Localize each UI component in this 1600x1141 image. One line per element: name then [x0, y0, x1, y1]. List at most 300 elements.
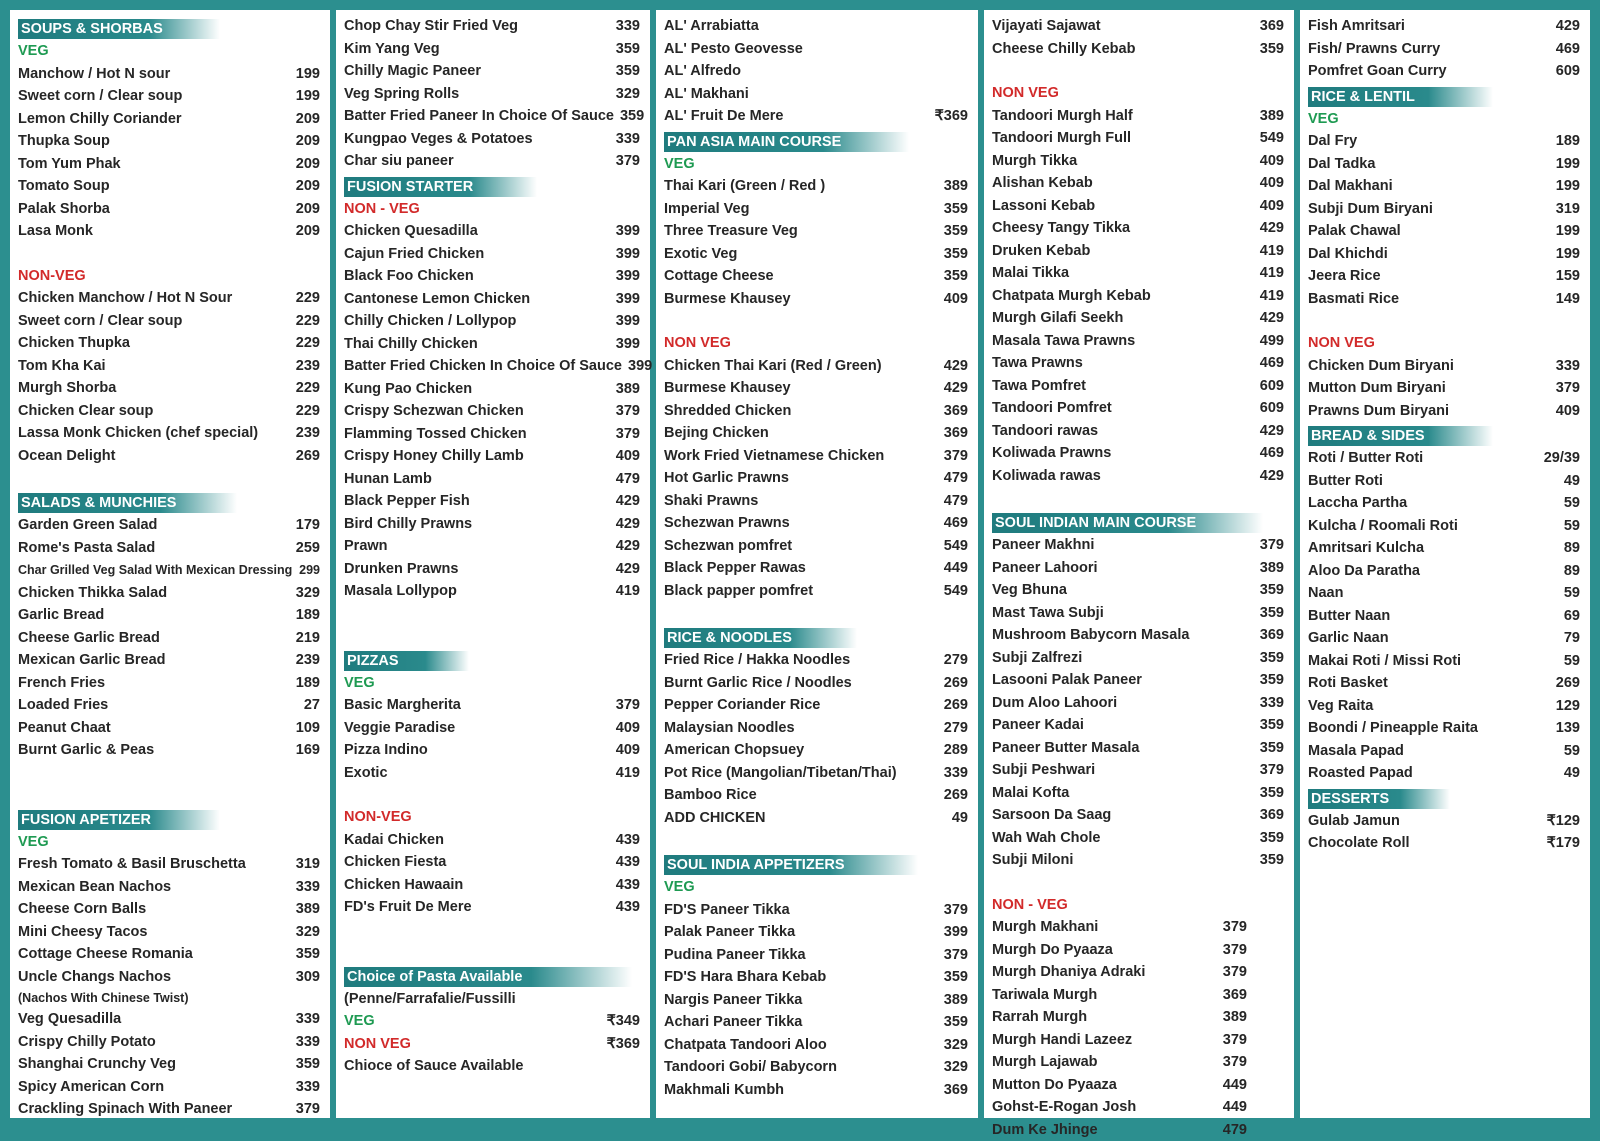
menu-item — [1308, 243, 1580, 266]
menu-item — [992, 579, 1284, 602]
menu-item — [992, 647, 1284, 670]
item-name: Chioce of Sauce Available — [344, 1055, 523, 1078]
item-name: Tandoori Murgh Full — [992, 127, 1131, 150]
item-price: 89 — [1558, 560, 1580, 583]
menu-item — [344, 1033, 640, 1056]
item-name: Lemon Chilly Coriander — [18, 108, 182, 131]
item-name: Tandoori Murgh Half — [992, 105, 1133, 128]
spacer — [18, 762, 320, 784]
item-price: 359 — [610, 38, 640, 61]
item-name: Mexican Garlic Bread — [18, 649, 166, 672]
menu-item — [344, 535, 640, 558]
item-name: Naan — [1308, 582, 1343, 605]
item-name: Palak Shorba — [18, 198, 110, 221]
item-name: Char Grilled Veg Salad With Mexican Dressing — [18, 559, 292, 582]
section-header: RICE & LENTIL — [1308, 87, 1493, 107]
spacer — [18, 784, 320, 806]
menu-item — [344, 988, 640, 1011]
menu-item — [344, 288, 640, 311]
item-name: Palak Paneer Tikka — [664, 921, 795, 944]
item-price: 409 — [610, 445, 640, 468]
item-price: 339 — [290, 1076, 320, 1099]
menu-item — [992, 602, 1284, 625]
item-price: 299 — [293, 559, 320, 582]
item-name: Pot Rice (Mangolian/Tibetan/Thai) — [664, 762, 897, 785]
menu-item — [992, 38, 1284, 61]
item-price: 549 — [938, 535, 968, 558]
item-price: 59 — [1558, 515, 1580, 538]
item-price: 229 — [290, 310, 320, 333]
menu-item — [992, 1096, 1247, 1119]
menu-item — [992, 827, 1284, 850]
menu-item — [664, 966, 968, 989]
item-price: 359 — [1254, 714, 1284, 737]
item-price: 379 — [1217, 1029, 1247, 1052]
menu-board — [10, 10, 1590, 1118]
section-header: BREAD & SIDES — [1308, 426, 1493, 446]
item-price: 379 — [1217, 916, 1247, 939]
item-name: Subji Dum Biryani — [1308, 198, 1433, 221]
item-price: 409 — [1254, 150, 1284, 173]
item-name: Kungpao Veges & Potatoes — [344, 128, 533, 151]
item-price: 369 — [938, 422, 968, 445]
item-price: 469 — [1550, 38, 1580, 61]
menu-item — [992, 172, 1284, 195]
menu-column-4 — [984, 10, 1294, 1118]
item-price: 549 — [938, 580, 968, 603]
item-price: 379 — [1550, 377, 1580, 400]
menu-item — [664, 467, 968, 490]
item-price: 429 — [1254, 465, 1284, 488]
menu-item — [344, 38, 640, 61]
item-name: Dum Ke Jhinge — [992, 1119, 1098, 1141]
menu-item — [992, 692, 1284, 715]
item-price: 499 — [1254, 330, 1284, 353]
item-price: 359 — [1254, 38, 1284, 61]
menu-item — [18, 559, 320, 582]
item-price: 409 — [938, 288, 968, 311]
item-name: Dal Tadka — [1308, 153, 1375, 176]
menu-item — [664, 490, 968, 513]
item-price: 329 — [610, 83, 640, 106]
item-price: 399 — [610, 310, 640, 333]
item-price: 339 — [290, 1008, 320, 1031]
menu-item — [344, 310, 640, 333]
item-price: 399 — [938, 921, 968, 944]
item-name: Burmese Khausey — [664, 377, 791, 400]
menu-item — [1308, 220, 1580, 243]
menu-item — [344, 378, 640, 401]
item-price: 89 — [1558, 537, 1580, 560]
item-name: Cheesy Tangy Tikka — [992, 217, 1130, 240]
item-name: Malaysian Noodles — [664, 717, 795, 740]
menu-item — [18, 287, 320, 310]
item-price: 199 — [1550, 153, 1580, 176]
item-price: 329 — [290, 921, 320, 944]
item-name: Subji Miloni — [992, 849, 1073, 872]
item-price: 369 — [1217, 984, 1247, 1007]
menu-item — [664, 422, 968, 445]
item-price: 339 — [610, 15, 640, 38]
menu-item — [18, 649, 320, 672]
menu-item — [1308, 695, 1580, 718]
item-price: 449 — [1217, 1074, 1247, 1097]
item-price: 229 — [290, 287, 320, 310]
item-price: 329 — [938, 1034, 968, 1057]
item-name: Gohst-E-Rogan Josh — [992, 1096, 1136, 1119]
item-price: 359 — [1254, 827, 1284, 850]
menu-column-1 — [10, 10, 330, 1118]
menu-item — [18, 85, 320, 108]
menu-item — [664, 512, 968, 535]
item-name: Crackling Spinach With Paneer — [18, 1098, 232, 1121]
item-price: 369 — [1254, 804, 1284, 827]
menu-item — [664, 944, 968, 967]
item-price: 389 — [290, 898, 320, 921]
item-name: Burmese Khausey — [664, 288, 791, 311]
item-price: 339 — [938, 762, 968, 785]
menu-item — [344, 490, 640, 513]
item-price: 379 — [1254, 534, 1284, 557]
menu-item — [992, 465, 1284, 488]
spacer — [664, 310, 968, 332]
menu-item — [992, 534, 1284, 557]
item-price: 359 — [290, 1053, 320, 1076]
menu-item — [18, 108, 320, 131]
menu-item — [18, 310, 320, 333]
menu-item — [664, 557, 968, 580]
item-name: Manchow / Hot N sour — [18, 63, 170, 86]
item-name: Aloo Da Paratha — [1308, 560, 1420, 583]
item-price: 429 — [1254, 217, 1284, 240]
menu-item — [18, 966, 320, 989]
menu-item — [664, 38, 968, 61]
item-price: 139 — [1550, 717, 1580, 740]
item-name: Crispy Honey Chilly Lamb — [344, 445, 524, 468]
item-price: 419 — [1254, 285, 1284, 308]
item-name: Veg Raita — [1308, 695, 1373, 718]
item-name: Kung Pao Chicken — [344, 378, 472, 401]
item-price: 439 — [610, 896, 640, 919]
item-name: Chicken Clear soup — [18, 400, 153, 423]
item-price: 189 — [290, 672, 320, 695]
item-price: 429 — [610, 558, 640, 581]
item-name: Dal Khichdi — [1308, 243, 1388, 266]
item-name: Koliwada rawas — [992, 465, 1101, 488]
item-price: 49 — [1558, 470, 1580, 493]
item-price: 339 — [1550, 355, 1580, 378]
item-price: 389 — [1217, 1006, 1247, 1029]
menu-item — [344, 220, 640, 243]
item-price: 429 — [610, 535, 640, 558]
item-price: 409 — [610, 717, 640, 740]
item-price: 49 — [1558, 762, 1580, 785]
menu-item — [992, 1006, 1247, 1029]
item-price: 179 — [290, 514, 320, 537]
menu-item — [1308, 650, 1580, 673]
menu-item — [664, 288, 968, 311]
item-name: Fish/ Prawns Curry — [1308, 38, 1440, 61]
item-name: Chatpata Murgh Kebab — [992, 285, 1151, 308]
item-name: Chocolate Roll — [1308, 832, 1410, 855]
item-name: Fish Amritsari — [1308, 15, 1405, 38]
item-name: Chop Chay Stir Fried Veg — [344, 15, 518, 38]
item-name: Mast Tawa Subji — [992, 602, 1104, 625]
spacer — [992, 872, 1284, 894]
menu-item — [1308, 130, 1580, 153]
menu-item — [344, 717, 640, 740]
menu-item — [1308, 762, 1580, 785]
menu-item — [992, 262, 1284, 285]
menu-item — [1308, 537, 1580, 560]
item-price: 359 — [938, 198, 968, 221]
item-name: Sweet corn / Clear soup — [18, 85, 182, 108]
menu-item — [1308, 492, 1580, 515]
menu-item — [344, 580, 640, 603]
menu-item — [18, 1098, 320, 1121]
item-price: ₹369 — [601, 1033, 640, 1056]
item-price: 279 — [938, 649, 968, 672]
spacer — [344, 784, 640, 806]
item-name: AL' Arrabiatta — [664, 15, 759, 38]
menu-item — [992, 352, 1284, 375]
item-name: Chicken Thikka Salad — [18, 582, 167, 605]
menu-item — [664, 921, 968, 944]
item-name: Wah Wah Chole — [992, 827, 1100, 850]
item-name: Burnt Garlic Rice / Noodles — [664, 672, 852, 695]
menu-item — [18, 355, 320, 378]
item-price: 399 — [622, 355, 652, 378]
item-name: Pudina Paneer Tikka — [664, 944, 806, 967]
item-name: Veg Quesadilla — [18, 1008, 121, 1031]
menu-item — [18, 514, 320, 537]
menu-item — [1308, 447, 1580, 470]
menu-item — [18, 582, 320, 605]
item-price: 59 — [1558, 492, 1580, 515]
item-price: 379 — [1217, 1051, 1247, 1074]
item-name: Garlic Naan — [1308, 627, 1389, 650]
item-price: 219 — [290, 627, 320, 650]
item-name: Work Fried Vietnamese Chicken — [664, 445, 884, 468]
item-name: Shanghai Crunchy Veg — [18, 1053, 176, 1076]
nonveg-label: NON-VEG — [344, 806, 640, 829]
section-header: DESSERTS — [1308, 789, 1450, 809]
item-name: Black papper pomfret — [664, 580, 813, 603]
item-name: Subji Zalfrezi — [992, 647, 1082, 670]
veg-label: VEG — [18, 831, 320, 854]
item-price: 379 — [290, 1098, 320, 1121]
menu-item — [664, 377, 968, 400]
item-name: Cheese Chilly Kebab — [992, 38, 1135, 61]
item-price: 379 — [1254, 759, 1284, 782]
nonveg-label: NON - VEG — [992, 894, 1284, 917]
item-price: 359 — [1254, 737, 1284, 760]
item-name: Kadai Chicken — [344, 829, 444, 852]
item-price: 479 — [610, 468, 640, 491]
item-price: 429 — [1254, 420, 1284, 443]
item-price: ₹369 — [929, 105, 968, 128]
item-name: Tawa Pomfret — [992, 375, 1086, 398]
item-price: 289 — [938, 739, 968, 762]
spacer — [18, 243, 320, 265]
menu-item — [992, 285, 1284, 308]
item-name: Vijayati Sajawat — [992, 15, 1101, 38]
item-price: 359 — [614, 105, 644, 128]
item-name: Nargis Paneer Tikka — [664, 989, 802, 1012]
item-name: Chicken Thupka — [18, 332, 130, 355]
menu-item — [344, 60, 640, 83]
item-name: Kulcha / Roomali Roti — [1308, 515, 1458, 538]
item-name: Garden Green Salad — [18, 514, 157, 537]
veg-label: VEG — [344, 672, 640, 695]
item-name: AL' Alfredo — [664, 60, 741, 83]
menu-item — [664, 400, 968, 423]
item-name: Veg Spring Rolls — [344, 83, 459, 106]
item-price: 369 — [938, 400, 968, 423]
item-price: 189 — [1550, 130, 1580, 153]
menu-item — [1308, 515, 1580, 538]
menu-item — [344, 762, 640, 785]
item-price: 399 — [610, 333, 640, 356]
menu-item — [1308, 15, 1580, 38]
menu-item — [1308, 717, 1580, 740]
menu-item — [992, 150, 1284, 173]
menu-item — [992, 15, 1284, 38]
item-price: 429 — [938, 377, 968, 400]
item-name: Mexican Bean Nachos — [18, 876, 171, 899]
item-name: Palak Chawal — [1308, 220, 1401, 243]
item-price: 439 — [610, 874, 640, 897]
item-price: 419 — [610, 580, 640, 603]
spacer — [18, 467, 320, 489]
menu-item — [18, 537, 320, 560]
menu-item — [344, 1055, 640, 1078]
item-price: 329 — [938, 1056, 968, 1079]
item-price: 209 — [290, 175, 320, 198]
item-name: Chatpata Tandoori Aloo — [664, 1034, 827, 1057]
menu-item — [992, 782, 1284, 805]
item-name: Gulab Jamun — [1308, 810, 1400, 833]
item-name: Schezwan pomfret — [664, 535, 792, 558]
item-price: 379 — [610, 423, 640, 446]
menu-item — [992, 984, 1247, 1007]
menu-item — [1308, 377, 1580, 400]
nonveg-label: NON - VEG — [344, 198, 640, 221]
item-price: 409 — [1550, 400, 1580, 423]
item-name: Batter Fried Paneer In Choice Of Sauce — [344, 105, 614, 128]
item-price: 429 — [610, 513, 640, 536]
item-price: 359 — [610, 60, 640, 83]
item-name: Black Pepper Fish — [344, 490, 470, 513]
item-price: 439 — [610, 851, 640, 874]
section-header: FUSION STARTER — [344, 177, 537, 197]
item-price: 379 — [938, 445, 968, 468]
veg-label: VEG — [18, 40, 320, 63]
menu-item — [1308, 740, 1580, 763]
item-price: 399 — [610, 288, 640, 311]
item-price: 49 — [946, 807, 968, 830]
spacer — [664, 602, 968, 624]
item-price: 329 — [290, 582, 320, 605]
section-header: Choice of Pasta Available — [344, 967, 632, 987]
item-name: FD's Fruit De Mere — [344, 896, 472, 919]
menu-item — [664, 175, 968, 198]
menu-item — [992, 669, 1284, 692]
item-name: Murgh Gilafi Seekh — [992, 307, 1123, 330]
item-name: Dum Aloo Lahoori — [992, 692, 1117, 715]
item-name: Paneer Makhni — [992, 534, 1094, 557]
item-price: 419 — [1254, 240, 1284, 263]
item-price: 409 — [1254, 172, 1284, 195]
menu-item — [1308, 400, 1580, 423]
menu-item — [18, 1008, 320, 1031]
item-name: Rome's Pasta Salad — [18, 537, 155, 560]
item-price: 59 — [1558, 740, 1580, 763]
veg-label: VEG — [664, 876, 968, 899]
item-name: Dal Makhani — [1308, 175, 1393, 198]
menu-item — [18, 672, 320, 695]
item-price: 27 — [298, 694, 320, 717]
item-name: Mini Cheesy Tacos — [18, 921, 147, 944]
item-price: 129 — [1550, 695, 1580, 718]
item-price: 389 — [1254, 105, 1284, 128]
menu-item — [664, 1056, 968, 1079]
spacer — [992, 60, 1284, 82]
item-price: 79 — [1558, 627, 1580, 650]
item-name: Dal Fry — [1308, 130, 1357, 153]
menu-item — [992, 1029, 1247, 1052]
item-price: 389 — [938, 175, 968, 198]
menu-item — [18, 1053, 320, 1076]
item-name: Amritsari Kulcha — [1308, 537, 1424, 560]
item-name: Chicken Dum Biryani — [1308, 355, 1454, 378]
item-name: Laccha Partha — [1308, 492, 1407, 515]
item-name: Drunken Prawns — [344, 558, 458, 581]
menu-item — [1308, 265, 1580, 288]
menu-item — [992, 307, 1284, 330]
item-price: 419 — [610, 762, 640, 785]
item-price: 159 — [1550, 265, 1580, 288]
item-name: Sarsoon Da Saag — [992, 804, 1111, 827]
menu-item — [1308, 832, 1580, 855]
item-name: Basic Margherita — [344, 694, 461, 717]
section-header: FUSION APETIZER — [18, 810, 220, 830]
item-price: 209 — [290, 198, 320, 221]
item-price: 229 — [290, 400, 320, 423]
item-name: Tawa Prawns — [992, 352, 1083, 375]
item-name: Hunan Lamb — [344, 468, 432, 491]
item-price: 389 — [610, 378, 640, 401]
item-name: Rarrah Murgh — [992, 1006, 1087, 1029]
menu-item — [344, 150, 640, 173]
section-header: SOUL INDIAN MAIN COURSE — [992, 513, 1263, 533]
menu-item — [664, 265, 968, 288]
item-name: Sweet corn / Clear soup — [18, 310, 182, 333]
item-name: Cottage Cheese — [664, 265, 774, 288]
menu-item — [18, 198, 320, 221]
item-name: Prawns Dum Biryani — [1308, 400, 1449, 423]
item-name: Thai Chilly Chicken — [344, 333, 478, 356]
menu-item — [344, 896, 640, 919]
menu-item — [18, 717, 320, 740]
item-name: Masala Lollypop — [344, 580, 457, 603]
item-price: 379 — [610, 150, 640, 173]
item-name: FD'S Paneer Tikka — [664, 899, 790, 922]
item-price: 319 — [1550, 198, 1580, 221]
item-price: 359 — [1254, 782, 1284, 805]
item-name: (Penne/Farrafalie/Fussilli — [344, 988, 516, 1011]
item-name: Tandoori Gobi/ Babycorn — [664, 1056, 837, 1079]
